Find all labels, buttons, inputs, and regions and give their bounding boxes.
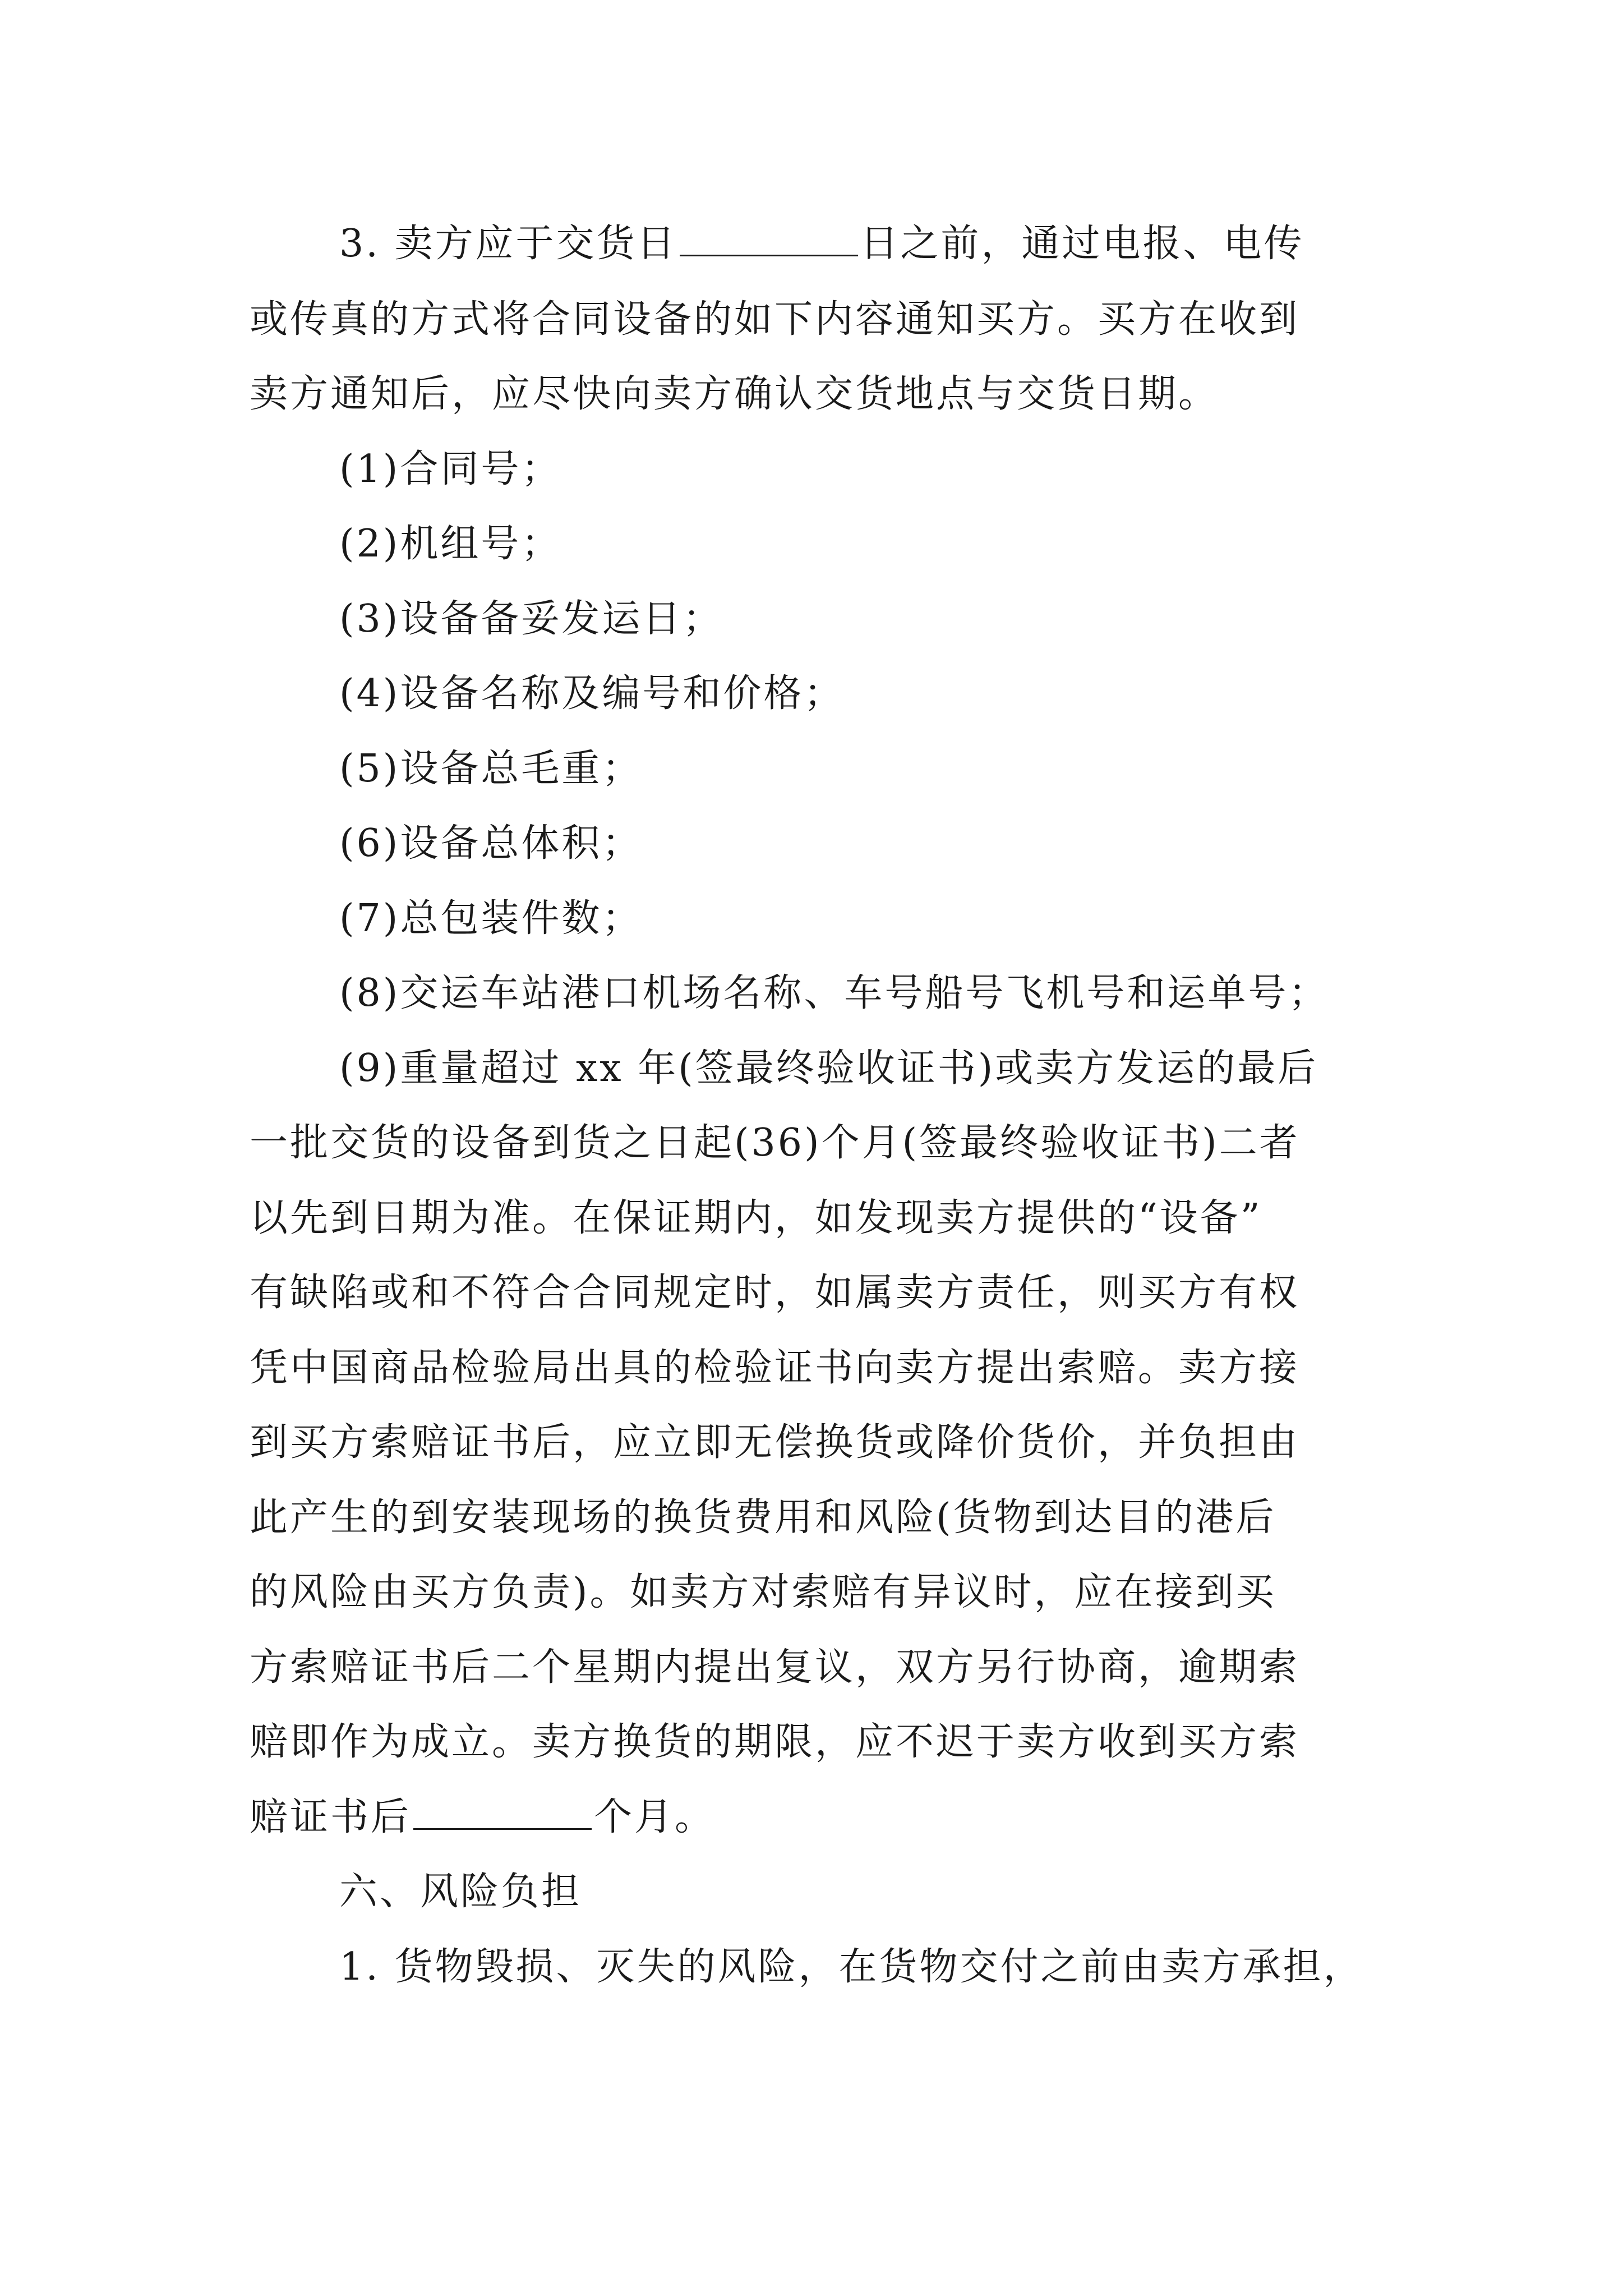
- item-9-last-text-a: 赔证书后: [250, 1795, 412, 1839]
- item-9-line: (9)重量超过 xx 年(签最终验收证书)或卖方发运的最后: [339, 1046, 1318, 1091]
- clause-3-text-a: 3. 卖方应于交货日: [339, 222, 677, 266]
- item-9-line: 此产生的到安装现场的换货费用和风险(货物到达目的港后: [250, 1496, 1276, 1540]
- item-9-line: 一批交货的设备到货之日起(36)个月(签最终验收证书)二者: [250, 1121, 1300, 1165]
- list-item: (2)机组号；: [339, 522, 562, 566]
- item-9-line: 方索赔证书后二个星期内提出复议，双方另行协商，逾期索: [250, 1645, 1300, 1690]
- clause-3-line-3: 卖方通知后，应尽快向卖方确认交货地点与交货日期。: [250, 372, 1219, 416]
- clause-3-line-1: [339, 222, 1388, 266]
- item-9-line: 到买方索赔证书后，应立即无偿换货或降价货价，并负担由: [250, 1420, 1300, 1465]
- list-item: (5)设备总毛重；: [339, 747, 643, 791]
- item-9-line: 的风险由买方负责)。如卖方对索赔有异议时，应在接到买: [250, 1570, 1276, 1614]
- item-9-line: 赔即作为成立。卖方换货的期限，应不迟于卖方收到买方索: [250, 1720, 1300, 1764]
- list-item: (4)设备名称及编号和价格；: [339, 671, 845, 716]
- list-item: (6)设备总体积；: [339, 821, 643, 866]
- months-blank: [413, 1797, 592, 1830]
- list-item: (8)交运车站港口机场名称、车号船号飞机号和运单号；: [339, 971, 1329, 1015]
- list-item: (3)设备备妥发运日；: [339, 597, 723, 641]
- section-6-clause-1: 1. 货物毁损、灭失的风险，在货物交付之前由卖方承担，: [339, 1945, 1364, 1989]
- section-6-heading: 六、风险负担: [339, 1870, 582, 1914]
- item-9-line: 以先到日期为准。在保证期内，如发现卖方提供的“设备”: [250, 1196, 1262, 1240]
- list-item: (7)总包装件数；: [339, 896, 643, 941]
- item-9-line: 凭中国商品检验局出具的检验证书向卖方提出索赔。卖方接: [250, 1346, 1300, 1390]
- item-9-last-line: [250, 1795, 1388, 1840]
- list-item: (1)合同号；: [339, 447, 562, 491]
- item-9-last-text-b: 个月。: [594, 1795, 716, 1839]
- clause-3-line-2: 或传真的方式将合同设备的如下内容通知买方。买方在收到: [250, 297, 1300, 342]
- clause-3-text-b: 日之前，通过电报、电传: [860, 222, 1304, 266]
- date-blank: [680, 223, 858, 256]
- item-9-line: 有缺陷或和不符合合同规定时，如属卖方责任，则买方有权: [250, 1271, 1300, 1315]
